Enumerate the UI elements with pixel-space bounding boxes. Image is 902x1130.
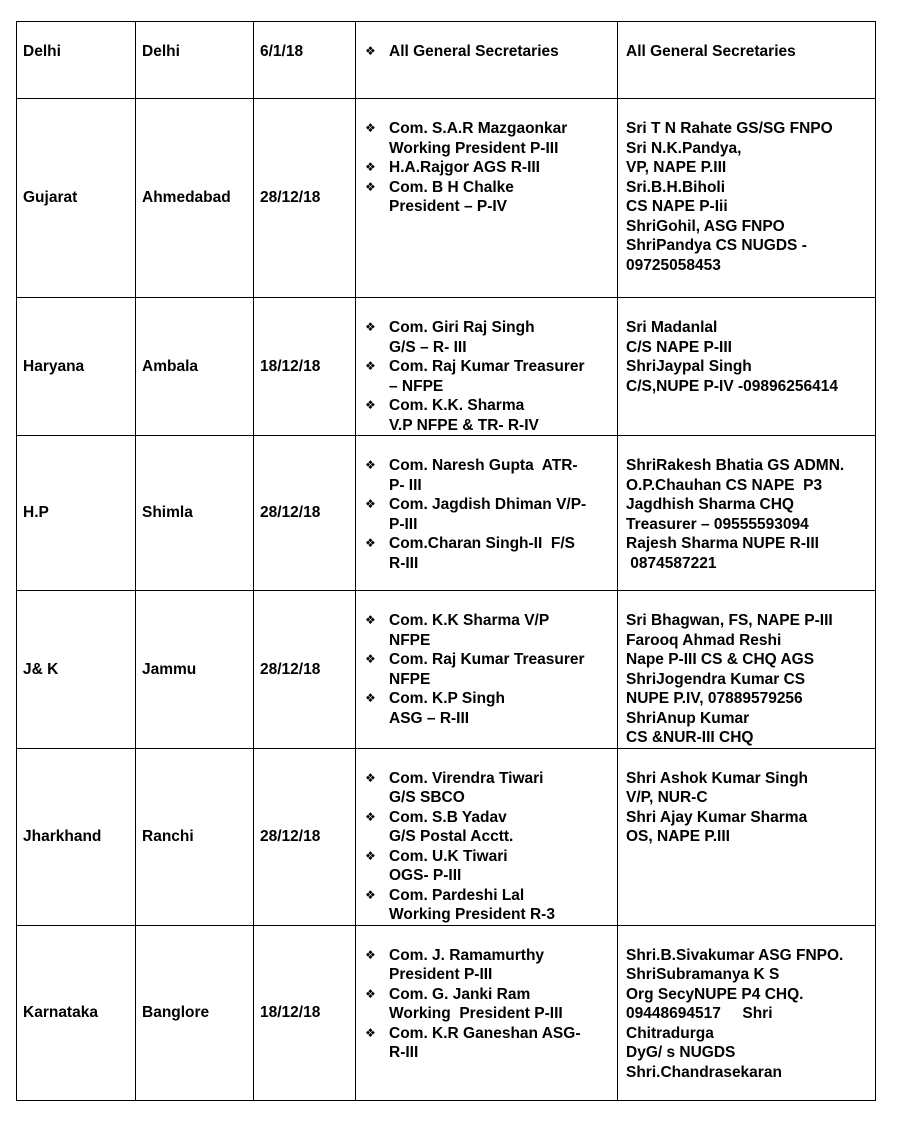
official-line: Chitradurga [626,1024,714,1042]
official-line: 09448694517 Shri [626,1005,773,1022]
list-item [364,808,611,847]
official-line: Farooq Ahmad Reshi [626,631,782,649]
list-item [364,42,611,62]
official-line: CS &NUR-III CHQ [626,729,754,746]
leader-line: ❖ All General Secretaries [389,43,559,60]
official-line: ShriAnup Kumar [626,709,750,727]
city-cell: Jammu [136,591,254,749]
leader-line: ❖ Com. S.B Yadav [389,808,507,826]
leaders-list [364,769,611,925]
leader-line: President – P-IV [389,198,508,215]
official-line: ShriRakesh Bhatia GS ADMN. [626,457,845,474]
officials-cell [618,925,876,1100]
leader-line: G/S Postal Acctt. [389,828,514,845]
leader-line: V.P NFPE & TR- R-IV [389,416,539,434]
official-line: Sri N.K.Pandya, [626,139,742,157]
leaders-list [364,456,611,573]
official-line: OS, NAPE P.III [626,828,730,845]
leader-line: NFPE [389,670,431,688]
city-cell: Delhi [136,22,254,99]
official-line: DyG/ s NUGDS [626,1044,736,1061]
leader-line: ❖ Com. K.K. Sharma [389,397,525,414]
official-line: Shri.Chandrasekaran [626,1063,782,1081]
official-line: Rajesh Sharma NUPE R-III [626,535,819,552]
officials-cell [618,436,876,591]
leader-line: P- III [389,476,422,494]
leader-line: ASG – R-III [389,709,470,727]
date-cell: 6/1/18 [254,22,356,99]
official-line: ShriSubramanya K S [626,966,780,983]
leader-line: G/S SBCO [389,789,465,806]
list-item [364,985,611,1024]
official-line: Nape P-III CS & CHQ AGS [626,651,815,668]
leaders-list [364,318,611,435]
official-line: Sri.B.H.Biholi [626,178,726,196]
list-item [364,495,611,534]
officials-cell [618,591,876,749]
date-cell: 18/12/18 [254,298,356,436]
leader-line: ❖ Com. Raj Kumar Treasurer [389,651,585,668]
leaders-cell [356,436,618,591]
official-line: Shri.B.Sivakumar ASG FNPO. [626,946,844,964]
list-item [364,847,611,886]
official-line: Shri Ashok Kumar Singh [626,769,809,787]
official-line: O.P.Chauhan CS NAPE P3 [626,476,823,494]
official-line: Org SecyNUPE P4 CHQ. [626,985,804,1003]
city-cell: Ambala [136,298,254,436]
list-item [364,158,611,178]
official-line: ShriPandya CS NUGDS - [626,237,807,254]
leader-line: ❖ Com. S.A.R Mazgaonkar [389,120,568,137]
list-item [364,689,611,728]
officials-cell [618,22,876,99]
leader-line: ❖ Com. Giri Raj Singh [389,319,535,336]
table-row [17,298,876,436]
state-cell: Karnataka [17,925,136,1100]
official-line: 09725058453 [626,256,721,274]
date-cell: 28/12/18 [254,591,356,749]
leader-line: ❖ Com. Pardeshi Lal [389,886,525,904]
official-line: All General Secretaries [626,43,796,60]
list-item [364,650,611,689]
state-cell: Haryana [17,298,136,436]
city-cell: Ahmedabad [136,99,254,298]
state-cell: Delhi [17,22,136,99]
official-line: Treasurer – 09555593094 [626,515,809,533]
leader-line: Working President P-III [389,1005,563,1022]
leader-line: ❖ Com. Virendra Tiwari [389,769,544,787]
state-cell: H.P [17,436,136,591]
table-row [17,748,876,925]
leader-line: P-III [389,515,418,533]
leaders-list [364,42,611,62]
leader-line: ❖ Com. Naresh Gupta ATR- [389,457,578,474]
state-cell: Gujarat [17,99,136,298]
leaders-cell [356,591,618,749]
leader-line: R-III [389,1044,419,1061]
official-line: 0874587221 [626,554,717,572]
leader-line: ❖ Com. U.K Tiwari [389,847,508,865]
leaders-list [364,611,611,728]
official-line: C/S,NUPE P-IV -09896256414 [626,377,838,395]
official-line: CS NAPE P-Iii [626,198,728,215]
date-cell: 28/12/18 [254,748,356,925]
city-cell: Shimla [136,436,254,591]
leaders-list [364,119,611,217]
leader-line: ❖ Com. Jagdish Dhiman V/P- [389,496,587,513]
official-line: Sri T N Rahate GS/SG FNPO [626,120,833,137]
official-line: ShriJaypal Singh [626,358,752,375]
leaders-cell [356,22,618,99]
official-line: ShriJogendra Kumar CS [626,670,806,688]
meetings-table [16,21,876,1101]
officials-cell [618,298,876,436]
list-item [364,318,611,357]
leaders-cell [356,298,618,436]
state-cell: Jharkhand [17,748,136,925]
city-cell: Ranchi [136,748,254,925]
leader-line: ❖ Com. K.P Singh [389,690,505,707]
list-item [364,886,611,925]
list-item [364,769,611,808]
table-row [17,436,876,591]
leaders-cell [356,99,618,298]
leader-line: President P-III [389,966,493,983]
official-line: Shri Ajay Kumar Sharma [626,808,808,826]
list-item [364,946,611,985]
leader-line: R-III [389,554,419,572]
meetings-table-body [17,22,876,1101]
date-cell: 28/12/18 [254,99,356,298]
leader-line: Working President R-3 [389,906,555,923]
officials-cell [618,748,876,925]
leaders-cell [356,748,618,925]
list-item [364,1024,611,1063]
official-line: NUPE P.IV, 07889579256 [626,690,803,707]
table-row [17,591,876,749]
list-item [364,119,611,158]
officials-cell [618,99,876,298]
leader-line: ❖ Com. J. Ramamurthy [389,946,545,964]
official-line: Jagdhish Sharma CHQ [626,496,794,513]
table-row [17,99,876,298]
list-item [364,178,611,217]
official-line: C/S NAPE P-III [626,338,732,356]
leaders-list [364,946,611,1063]
date-cell: 18/12/18 [254,925,356,1100]
leader-line: ❖ Com. B H Chalke [389,178,514,196]
leader-line: G/S – R- III [389,338,467,356]
leader-line: OGS- P-III [389,867,462,884]
list-item [364,396,611,435]
state-cell: J& K [17,591,136,749]
official-line: Sri Madanlal [626,319,718,336]
leader-line: – NFPE [389,377,444,395]
list-item [364,534,611,573]
official-line: VP, NAPE P.III [626,159,727,176]
leaders-cell [356,925,618,1100]
leader-line: ❖ Com. G. Janki Ram [389,985,531,1003]
list-item [364,456,611,495]
table-row [17,925,876,1100]
leader-line: ❖ H.A.Rajgor AGS R-III [389,159,540,176]
leader-line: ❖ Com.Charan Singh-II F/S [389,535,576,552]
official-line: Sri Bhagwan, FS, NAPE P-III [626,612,833,629]
leader-line: ❖ Com. Raj Kumar Treasurer [389,358,585,375]
list-item [364,611,611,650]
official-line: V/P, NUR-C [626,789,708,806]
date-cell: 28/12/18 [254,436,356,591]
city-cell: Banglore [136,925,254,1100]
leader-line: ❖ Com. K.R Ganeshan ASG- [389,1024,581,1042]
list-item [364,357,611,396]
leader-line: Working President P-III [389,139,559,157]
leader-line: ❖ Com. K.K Sharma V/P [389,612,550,629]
table-row [17,22,876,99]
leader-line: NFPE [389,631,431,649]
official-line: ShriGohil, ASG FNPO [626,217,785,235]
